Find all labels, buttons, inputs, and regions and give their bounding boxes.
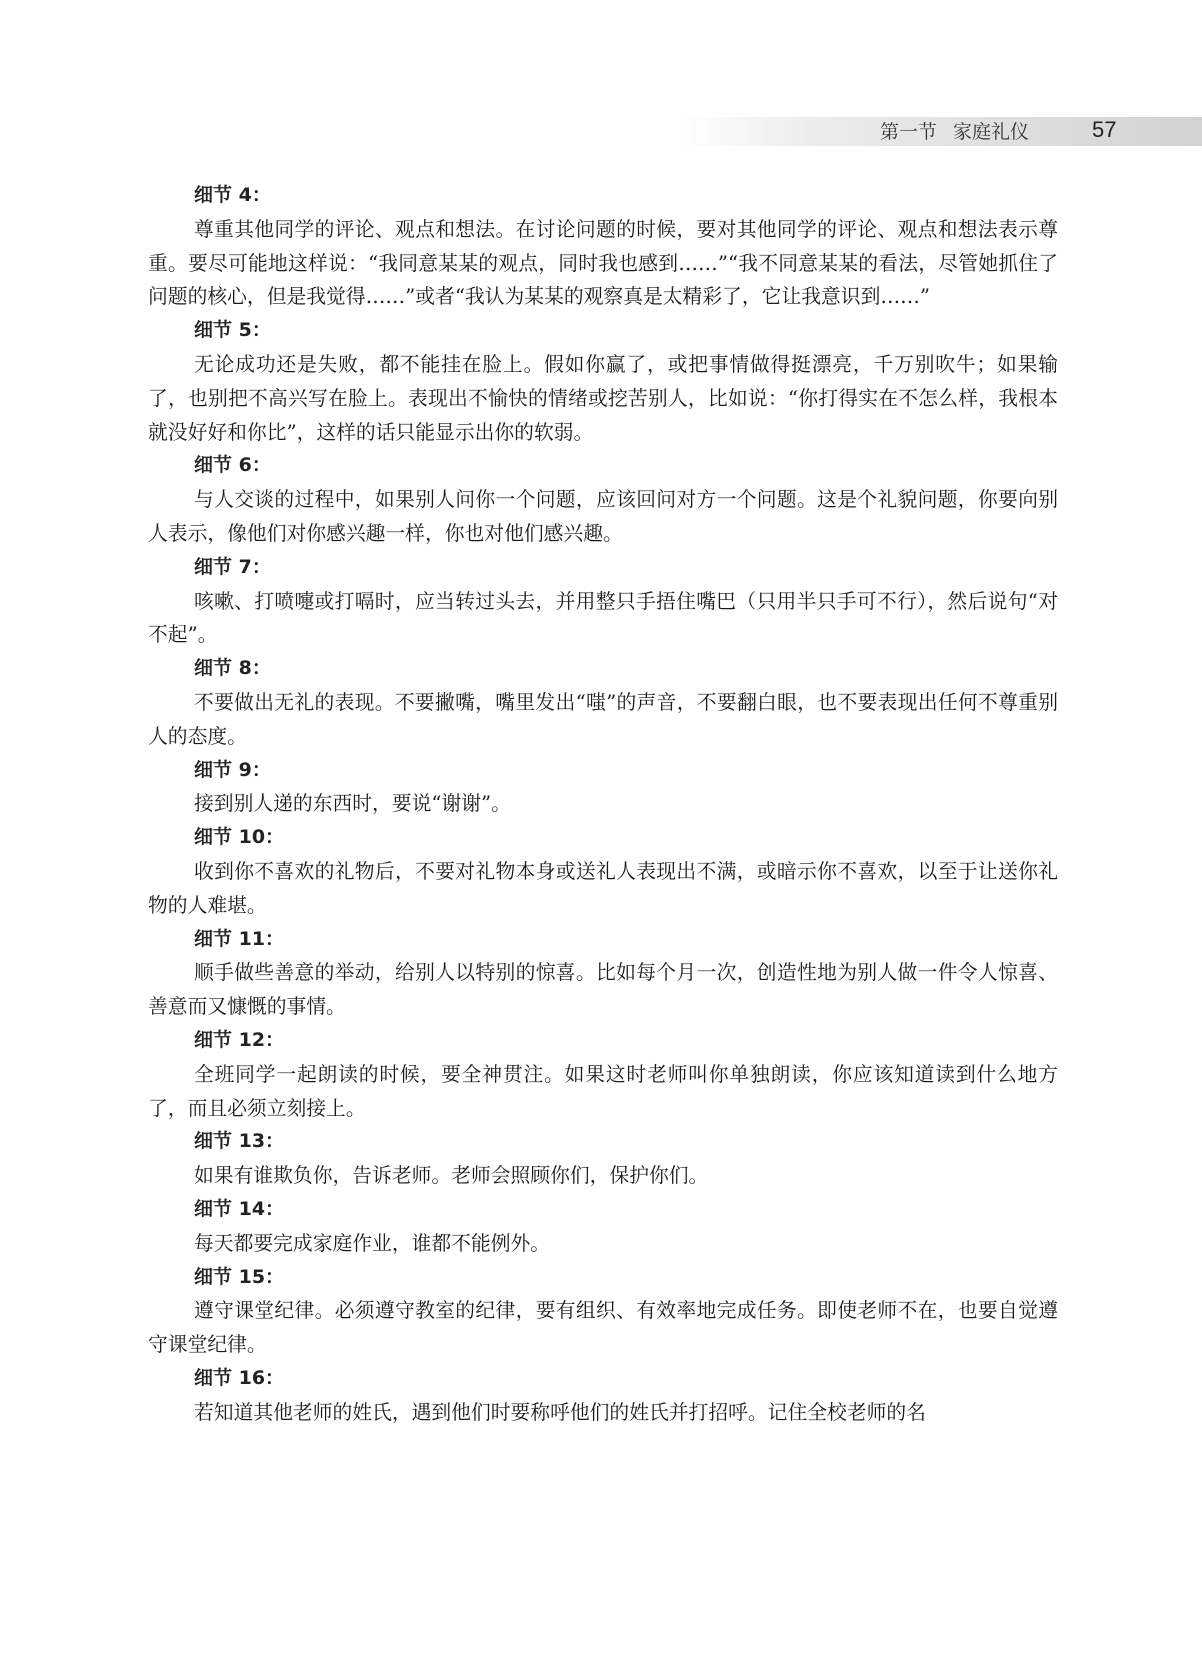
item-heading: 细节 9：: [194, 758, 271, 781]
item-body: 咳嗽、打喷嚏或打嗝时，应当转过头去，并用整只手捂住嘴巴（只用半只手可不行），然后说句“对不起”。: [148, 589, 1058, 647]
item-body: 若知道其他老师的姓氏，遇到他们时要称呼他们的姓氏并打招呼。记住全校老师的名: [194, 1400, 926, 1424]
chapter-title: 家庭礼仪: [953, 121, 1030, 143]
running-header-title: [880, 120, 1029, 144]
item-heading: 细节 8：: [194, 657, 271, 680]
item-heading: 细节 15：: [194, 1265, 285, 1288]
item-heading: 细节 13：: [194, 1130, 285, 1153]
section-label: 第一节: [880, 121, 938, 143]
item-body: 尊重其他同学的评论、观点和想法。在讨论问题的时候，要对其他同学的评论、观点和想法表示尊重。要尽可能地这样说：“我同意某某的观点，同时我也感到……”“我不同意某某的看法，尽管她抓住了问题的核心，但是我觉得……”或者“我认为某某的观察真是太精彩了，它让我意识到……”: [148, 217, 1058, 309]
item-body: 如果有谁欺负你，告诉老师。老师会照顾你们，保护你们。: [194, 1164, 709, 1188]
item-heading: 细节 7：: [194, 555, 271, 578]
item-heading: 细节 14：: [194, 1197, 285, 1220]
item-body: 收到你不喜欢的礼物后，不要对礼物本身或送礼人表现出不满，或暗示你不喜欢，以至于让送你礼物的人难堪。: [148, 859, 1058, 917]
item-body: 不要做出无礼的表现。不要撇嘴，嘴里发出“嗤”的声音，不要翻白眼，也不要表现出任何不尊重别人的态度。: [148, 690, 1058, 748]
page-number: 57: [1092, 117, 1117, 142]
item-heading: 细节 11：: [194, 927, 285, 950]
item-body: 全班同学一起朗读的时候，要全神贯注。如果这时老师叫你单独朗读，你应该知道读到什么地方了，而且必须立刻接上。: [148, 1062, 1058, 1120]
item-body: 接到别人递的东西时，要说“谢谢”。: [194, 792, 511, 816]
item-body: 遵守课堂纪律。必须遵守教室的纪律，要有组织、有效率地完成任务。即使老师不在，也要自觉遵守课堂纪律。: [148, 1299, 1058, 1357]
item-body: 顺手做些善意的举动，给别人以特别的惊喜。比如每个月一次，创造性地为别人做一件令人惊喜、善意而又慷慨的事情。: [148, 961, 1058, 1019]
item-body: 每天都要完成家庭作业，谁都不能例外。: [194, 1231, 551, 1255]
page-body: [148, 179, 1058, 1429]
item-heading: 细节 4：: [194, 184, 271, 206]
item-heading: 细节 5：: [194, 319, 271, 342]
item-heading: 细节 6：: [194, 454, 271, 477]
item-body: 与人交谈的过程中，如果别人问你一个问题，应该回问对方一个问题。这是个礼貌问题，你要向别人表示，像他们对你感兴趣一样，你也对他们感兴趣。: [148, 488, 1058, 545]
item-body: 无论成功还是失败，都不能挂在脸上。假如你赢了，或把事情做得挺漂亮，千万别吹牛；如果输了，也别把不高兴写在脸上。表现出不愉快的情绪或挖苦别人，比如说：“你打得实在不怎么样，我根本就没好好和你比”，这样的话只能显示出你的软弱。: [148, 352, 1058, 444]
item-heading: 细节 12：: [194, 1028, 285, 1051]
item-heading: 细节 10：: [194, 826, 285, 849]
item-heading: 细节 16：: [194, 1366, 285, 1389]
